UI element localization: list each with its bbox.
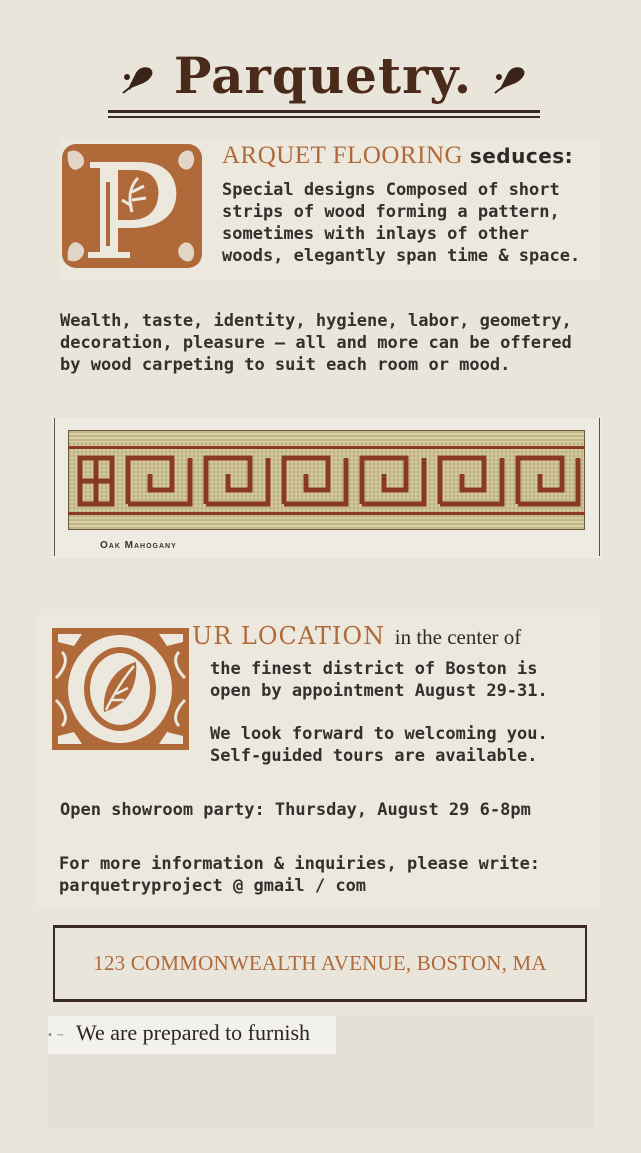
leaf-ornament-icon xyxy=(119,63,155,97)
text-line: strips of wood forming a pattern, xyxy=(222,202,560,222)
title-text: Parquetry. xyxy=(173,46,473,105)
text-line: decoration, pleasure — all and more can be offered xyxy=(60,333,572,353)
text-line: sometimes with inlays of other xyxy=(222,224,530,244)
parquet-heading-tail: seduces: xyxy=(469,144,574,168)
party-announcement: Open showroom party: Thursday, August 29 6-8pm xyxy=(60,800,531,820)
greek-key-border-icon xyxy=(68,430,585,530)
inquiry-text xyxy=(59,853,619,897)
text-line: the finest district of Boston is xyxy=(210,659,538,679)
text-line: For more information & inquiries, please write: xyxy=(59,854,541,874)
title-rule xyxy=(108,116,540,118)
contact-email: parquetryproject @ gmail / com xyxy=(59,876,367,896)
parquet-border-image xyxy=(52,418,602,558)
text-line: open by appointment August 29-31. xyxy=(210,681,548,701)
text-line: Self-guided tours are available. xyxy=(210,746,538,766)
location-description xyxy=(210,658,610,702)
text-line: We look forward to welcoming you. xyxy=(210,724,548,744)
page-title xyxy=(105,45,541,107)
text-line: by wood carpeting to suit each room or mood. xyxy=(60,355,511,375)
parquet-description xyxy=(222,179,607,267)
location-heading xyxy=(192,622,612,650)
wealth-paragraph xyxy=(60,310,620,376)
border-caption: Oak Mahogany xyxy=(100,540,177,551)
title-rule xyxy=(108,110,540,113)
footer-text: We are prepared to furnish xyxy=(76,1020,311,1045)
text-line: woods, elegantly span time & space. xyxy=(222,246,581,266)
text-line: Wealth, taste, identity, hygiene, labor, geometry, xyxy=(60,311,572,331)
parquet-heading-caps: ARQUET FLOORING xyxy=(222,142,464,169)
parquet-heading xyxy=(222,142,612,170)
address-box xyxy=(53,925,587,1002)
location-heading-tail: in the center of xyxy=(394,625,522,649)
text-line: Special designs Composed of short xyxy=(222,180,560,200)
leaf-ornament-icon xyxy=(491,63,527,97)
location-heading-caps: UR LOCATION xyxy=(192,622,386,650)
welcome-text xyxy=(210,723,610,767)
dots-icon: • ~ xyxy=(47,1030,65,1041)
initial-o-icon xyxy=(52,628,189,750)
address-text: 123 COMMONWEALTH AVENUE, BOSTON, MA xyxy=(93,951,547,975)
initial-p-icon xyxy=(60,142,204,270)
